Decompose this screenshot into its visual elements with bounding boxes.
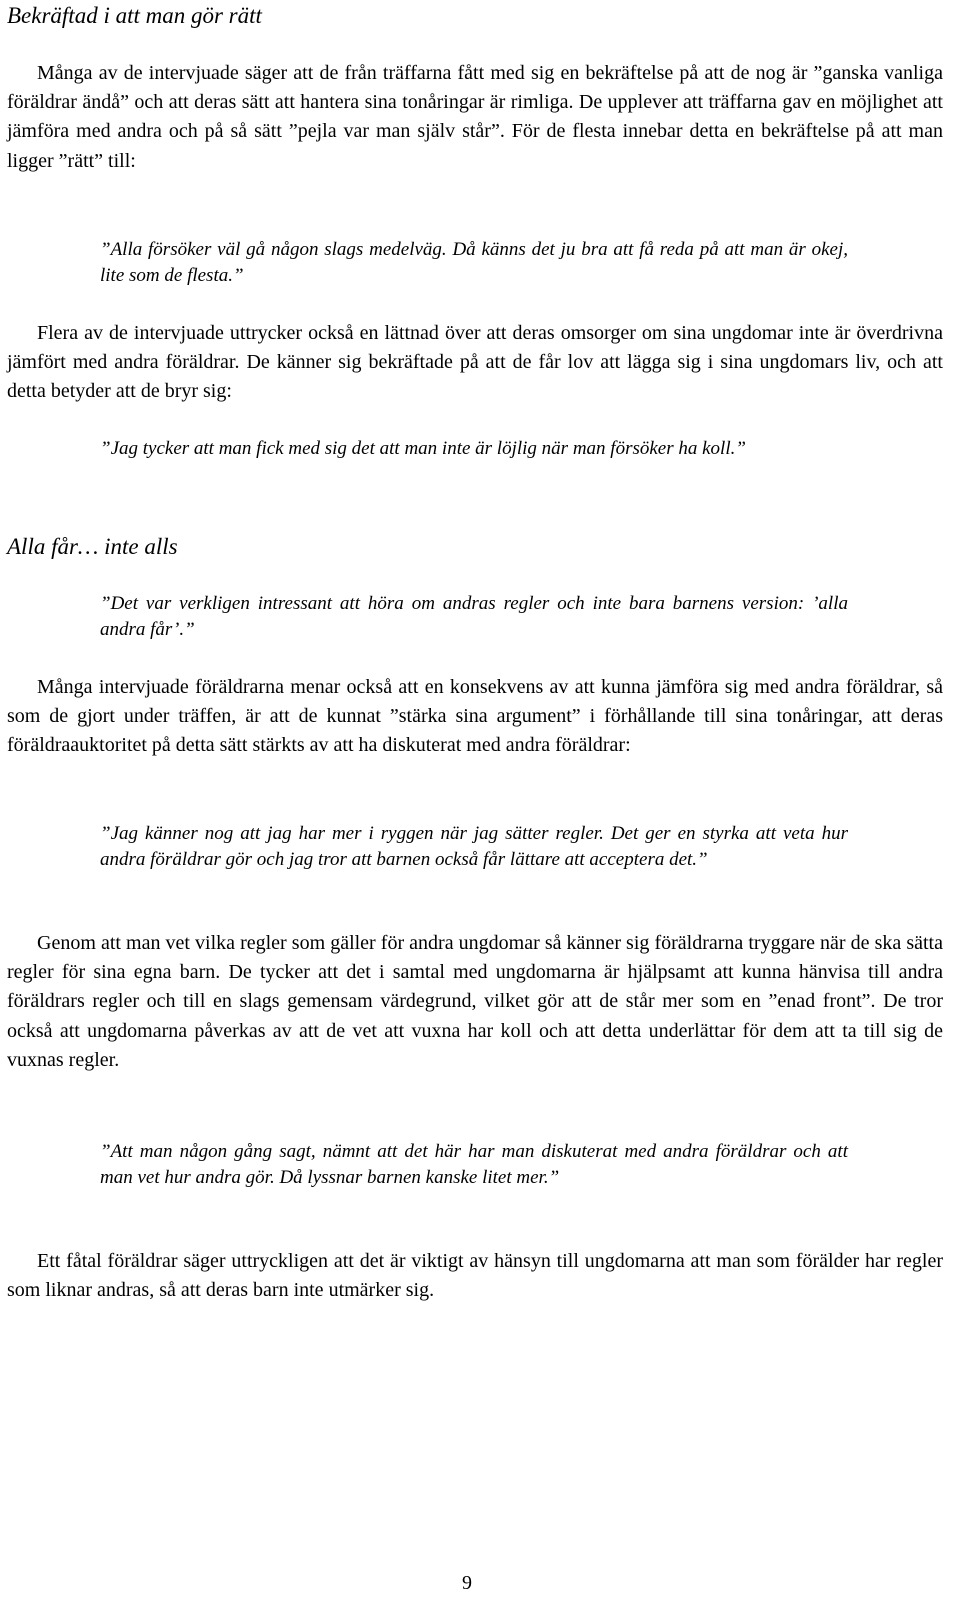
paragraph-united-front: Genom att man vet vilka regler som gäller för andra ungdomar så känner sig föräldrarna tryggare när de ska sätta regler för sina egna barn. De tycker att det i samtal med ungdomarna är hjälpsamt att kunna hänvisa till andra föräldrars regler och till en slags gemensam värdegrund, vilket gör att de står mer som en ”enad front”. De tror också att ungdomarna påverkas av att de vet att vuxna har koll och att detta underlättar för dem att ta till sig de vuxnas regler. bbox=[7, 932, 943, 1071]
quote-keeping-track: ”Jag tycker att man fick med sig det att man inte är löjlig när man försöker ha koll.” bbox=[100, 438, 746, 459]
paragraph-few-parents: Ett fåtal föräldrar säger uttryckligen att det är viktigt av hänsyn till ungdomarna att man som förälder har regler som liknar andras, så att deras barn inte utmärker sig. bbox=[7, 1250, 943, 1302]
section-heading-everyone-may: Alla får… inte alls bbox=[7, 534, 178, 559]
page-number: 9 bbox=[462, 1572, 472, 1594]
paragraph-relief: Flera av de intervjuade uttrycker också en lättnad över att deras omsorger om sina ungdomar inte är överdrivna jämfört med andra föräldrar. De känner sig bekräftade på att de får lov att lägga sig i sina ungdomars liv, och att detta betyder att de bryr sig: bbox=[7, 322, 943, 403]
paragraph-stronger-arguments: Många intervjuade föräldrarna menar också att en konsekvens av att kunna jämföra sig med andra föräldrar, så som de gjort under träffen, är att de kunnat ”stärka sina argument” i förhållande till sina tonåringar, att deras föräldraauktoritet på detta sätt stärkts av att ha diskuterat med andra föräldrar: bbox=[7, 676, 943, 757]
quote-backing: ”Jag känner nog att jag har mer i ryggen när jag sätter regler. Det ger en styrka att veta hur andra föräldrar gör och jag tror att barnen också får lättare att acceptera det.” bbox=[100, 823, 848, 870]
quote-middle-way: ”Alla försöker väl gå någon slags medelväg. Då känns det ju bra att få reda på att man är okej, lite som de flesta.” bbox=[100, 239, 848, 286]
quote-children-listen: ”Att man någon gång sagt, nämnt att det här har man diskuterat med andra föräldrar och att man vet hur andra gör. Då lyssnar barnen kanske litet mer.” bbox=[100, 1141, 848, 1188]
paragraph-confirmation-intro: Många av de intervjuade säger att de från träffarna fått med sig en bekräftelse på att de nog är ”ganska vanliga föräldrar ändå” och att deras sätt att hantera sina tonåringar är rimliga. De upplever att träffarna gav en möjlighet att jämföra med andra och på så sätt ”pejla var man själv står”. För de flesta innebar detta en bekräftelse på att man ligger ”rätt” till: bbox=[7, 62, 943, 172]
section-heading-confirmed: Bekräftad i att man gör rätt bbox=[7, 3, 262, 28]
quote-others-rules: ”Det var verkligen intressant att höra om andras regler och inte bara barnens version: ’alla andra får’.” bbox=[100, 593, 848, 640]
